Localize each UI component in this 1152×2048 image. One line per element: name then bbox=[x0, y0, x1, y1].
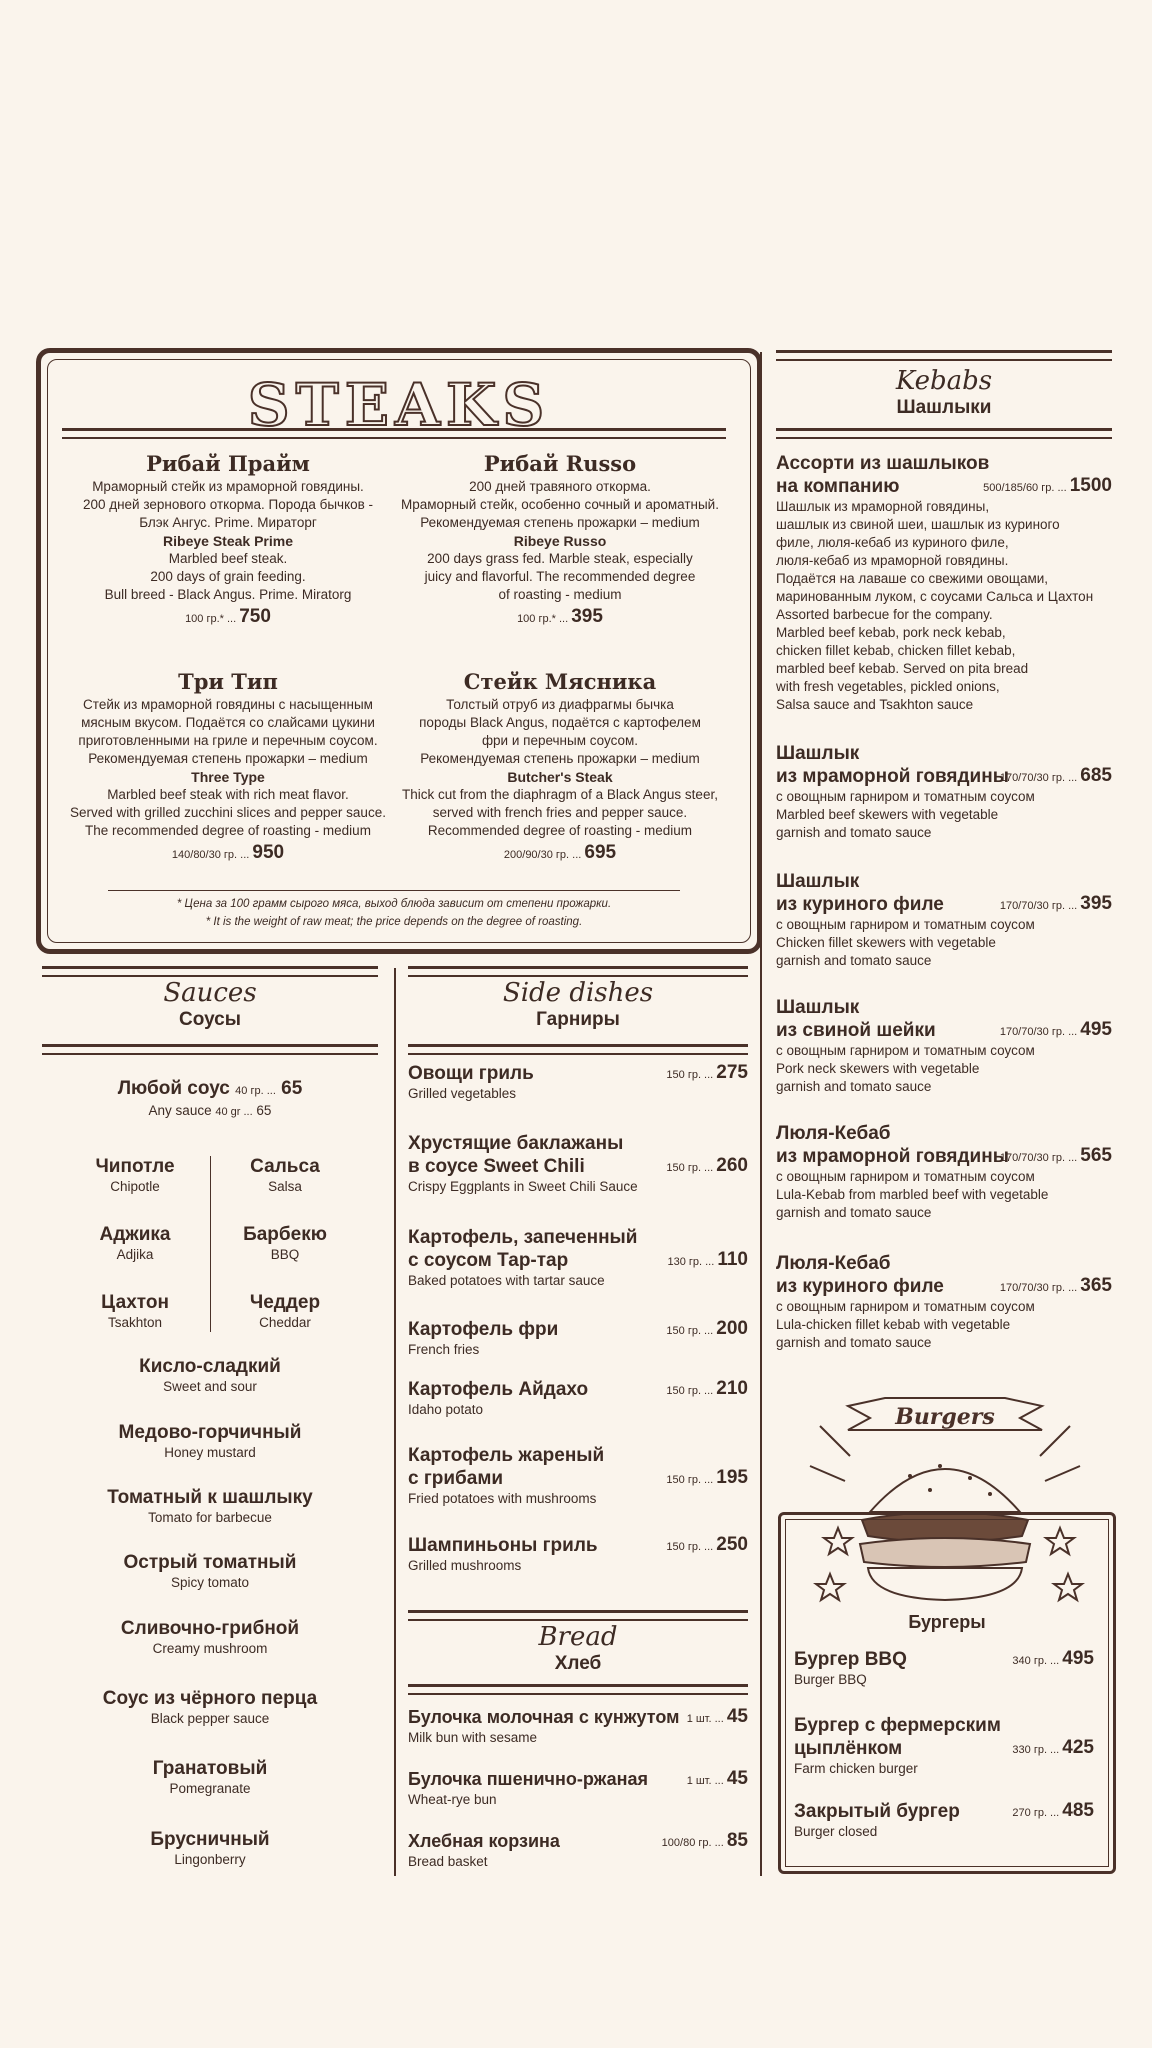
any-sauce-en: Any sauce bbox=[148, 1103, 212, 1118]
item-price: 685 bbox=[1080, 765, 1112, 786]
item-price: 195 bbox=[716, 1467, 748, 1488]
item-price-line bbox=[1000, 895, 1112, 915]
steak-name: Рибай Russo bbox=[483, 451, 637, 476]
item-weight: 170/70/30 гр. ... bbox=[999, 1152, 1078, 1164]
item-weight: 170/70/30 гр. ... bbox=[999, 1282, 1078, 1294]
bread-bottom-rule bbox=[408, 1684, 748, 1695]
item-weight: 150 гр. ... bbox=[666, 1541, 714, 1553]
steak-desc-ru: Рекомендуемая степень прожарки – medium bbox=[420, 515, 700, 530]
steak-desc-en: juicy and flavorful. The recommended degree bbox=[424, 569, 696, 584]
steak-price: 950 bbox=[252, 842, 285, 863]
item-price-line bbox=[666, 1157, 748, 1177]
burgers-banner: Burgers bbox=[895, 1404, 995, 1430]
steak-desc-en: served with french fries and pepper sauce. bbox=[432, 805, 688, 820]
item-name: Люля-Кебаб bbox=[776, 1253, 891, 1274]
sauce-item bbox=[42, 1487, 378, 1526]
steak-price-line bbox=[62, 844, 394, 864]
kebabs-bottom-rule bbox=[776, 428, 1112, 439]
item-name: на компанию bbox=[776, 476, 900, 497]
item-price-line bbox=[1000, 1147, 1112, 1167]
sauce-name: Сливочно-грибной bbox=[120, 1618, 300, 1639]
steak-desc-en: The recommended degree of roasting - medium bbox=[85, 823, 371, 838]
item-weight: 150 гр. ... bbox=[666, 1474, 714, 1486]
item-price-line bbox=[666, 1320, 748, 1340]
bread-header bbox=[408, 1622, 748, 1676]
steak-desc-en: of roasting - medium bbox=[498, 587, 622, 602]
item-desc: люля-кебаб из мраморной говядины. bbox=[776, 553, 1009, 568]
item-name: Картофель, запеченный bbox=[408, 1227, 638, 1248]
item-price: 485 bbox=[1062, 1800, 1094, 1821]
steak-item bbox=[394, 450, 726, 628]
kebab-item bbox=[776, 742, 1112, 842]
sauce-item bbox=[70, 1224, 200, 1263]
sauce-name: Соус из чёрного перца bbox=[102, 1688, 318, 1709]
sauce-name: Чеддер bbox=[249, 1292, 321, 1313]
item-price-line bbox=[687, 1770, 748, 1790]
steak-weight: 100 гр.* ... bbox=[185, 613, 237, 625]
sauces-header bbox=[42, 978, 378, 1032]
item-price: 260 bbox=[716, 1155, 748, 1176]
item-desc: Lula-Kebab from marbled beef with vegetable bbox=[776, 1187, 1049, 1202]
sauce-item bbox=[220, 1156, 350, 1195]
steak-desc-ru: приготовленными на гриле и перечным соусом. bbox=[78, 733, 378, 748]
steaks-note-en: * It is the weight of raw meat; the price depends on the degree of roasting. bbox=[205, 916, 583, 928]
sauce-name: Гранатовый bbox=[152, 1758, 268, 1779]
item-weight: 170/70/30 гр. ... bbox=[999, 772, 1078, 784]
steak-name: Рибай Прайм bbox=[146, 451, 310, 476]
sauce-name-en: Pomegranate bbox=[169, 1781, 251, 1796]
burgers-title: Бургеры bbox=[908, 1612, 986, 1632]
sides-header bbox=[408, 978, 748, 1032]
item-name: Закрытый бургер bbox=[794, 1801, 960, 1822]
item-desc: Assorted barbecue for the company. bbox=[776, 607, 993, 622]
sauce-name: Кисло-сладкий bbox=[139, 1356, 281, 1377]
item-desc: garnish and tomato sauce bbox=[776, 1205, 932, 1220]
item-desc: Подаётся на лаваше со свежими овощами, bbox=[776, 571, 1049, 586]
steaks-note-divider bbox=[108, 890, 680, 891]
steak-price-line bbox=[62, 608, 394, 628]
item-price-line bbox=[666, 1469, 748, 1489]
burgers-header bbox=[778, 1610, 1116, 1634]
steak-desc-en: Marbled beef steak with rich meat flavor. bbox=[107, 787, 349, 802]
steak-desc-en: 200 days grass fed. Marble steak, especially bbox=[427, 551, 693, 566]
item-name: из мраморной говядины bbox=[776, 766, 1009, 787]
item-price-line bbox=[1000, 767, 1112, 787]
steak-item bbox=[394, 668, 726, 864]
sauce-name-en: Creamy mushroom bbox=[152, 1641, 268, 1656]
sides-bottom-rule bbox=[408, 1044, 748, 1055]
item-name: Бургер BBQ bbox=[794, 1649, 907, 1670]
item-weight: 170/70/30 гр. ... bbox=[999, 1026, 1078, 1038]
item-desc: Chicken fillet skewers with vegetable bbox=[776, 935, 996, 950]
kebab-item bbox=[776, 452, 1112, 714]
burger-item bbox=[794, 1714, 1094, 1778]
burger-item bbox=[794, 1800, 1094, 1841]
kebab-item bbox=[776, 870, 1112, 970]
steak-desc-en: Thick cut from the diaphragm of a Black Angus steer, bbox=[402, 787, 718, 802]
item-desc: с овощным гарниром и томатным соусом bbox=[776, 1169, 1035, 1184]
steak-desc-en: Marbled beef steak. bbox=[168, 551, 288, 566]
item-price: 110 bbox=[717, 1249, 748, 1270]
item-price-line bbox=[1000, 1277, 1112, 1297]
steak-weight: 100 гр.* ... bbox=[517, 613, 569, 625]
sauces-bottom-rule bbox=[42, 1044, 378, 1055]
item-name: Картофель жареный bbox=[408, 1445, 605, 1466]
item-name: цыплёнком bbox=[794, 1738, 903, 1759]
item-desc: garnish and tomato sauce bbox=[776, 953, 932, 968]
item-price: 395 bbox=[1080, 893, 1112, 914]
item-price: 85 bbox=[726, 1830, 748, 1851]
steak-desc-ru: фри и перечным соусом. bbox=[481, 733, 639, 748]
item-weight: 170/70/30 гр. ... bbox=[999, 900, 1078, 912]
sauce-name: Брусничный bbox=[150, 1829, 270, 1850]
any-sauce-price-en: 65 bbox=[256, 1103, 272, 1118]
steak-price: 750 bbox=[239, 606, 271, 627]
item-weight: 150 гр. ... bbox=[666, 1385, 714, 1397]
item-name: в соусе Sweet Chili bbox=[408, 1156, 585, 1177]
item-price-line bbox=[1012, 1802, 1094, 1822]
item-price-line bbox=[687, 1708, 748, 1728]
item-desc: garnish and tomato sauce bbox=[776, 825, 932, 840]
sauce-item bbox=[42, 1829, 378, 1868]
item-desc: Marbled beef skewers with vegetable bbox=[776, 807, 999, 822]
item-name: Шашлык bbox=[776, 743, 860, 764]
item-price: 275 bbox=[716, 1062, 748, 1083]
kebab-item bbox=[776, 996, 1112, 1096]
steak-item bbox=[62, 668, 394, 864]
sauce-name-en: Salsa bbox=[268, 1179, 302, 1194]
item-weight: 1 шт. ... bbox=[686, 1713, 724, 1725]
any-sauce bbox=[42, 1078, 378, 1121]
sauce-item bbox=[42, 1552, 378, 1591]
item-price: 45 bbox=[726, 1706, 748, 1727]
item-name: с грибами bbox=[408, 1468, 504, 1489]
sauce-item bbox=[220, 1224, 350, 1263]
item-name: Шашлык bbox=[776, 997, 860, 1018]
steak-name: Три Тип bbox=[178, 669, 278, 694]
steak-desc-ru: 200 дней зернового откорма. Порода бычков - bbox=[82, 497, 374, 512]
steak-name-en: Butcher's Steak bbox=[507, 769, 613, 785]
steak-desc-ru: Мраморный стейк из мраморной говядины. bbox=[92, 479, 364, 494]
menu-item bbox=[408, 1706, 748, 1747]
steak-desc-en: Served with grilled zucchini slices and pepper sauce. bbox=[70, 805, 386, 820]
steak-name: Стейк Мясника bbox=[463, 669, 657, 694]
sauces-top-rule bbox=[42, 966, 378, 977]
sauce-name-en: Honey mustard bbox=[164, 1445, 256, 1460]
item-desc: Wheat-rye bun bbox=[408, 1792, 497, 1807]
item-desc: Idaho potato bbox=[408, 1402, 484, 1417]
steak-weight: 200/90/30 гр. ... bbox=[503, 849, 582, 861]
sides-script-title: Side dishes bbox=[502, 978, 654, 1008]
steaks-divider bbox=[62, 428, 726, 439]
item-price-line bbox=[983, 477, 1112, 497]
sauce-name-en: Cheddar bbox=[259, 1315, 311, 1330]
steak-weight: 140/80/30 гр. ... bbox=[171, 849, 250, 861]
item-name: Картофель Айдахо bbox=[408, 1379, 589, 1400]
item-weight: 330 гр. ... bbox=[1012, 1744, 1060, 1756]
steak-desc-ru: Мраморный стейк, особенно сочный и ароматный. bbox=[401, 497, 719, 512]
item-desc: Burger BBQ bbox=[794, 1672, 867, 1687]
item-desc: Crispy Eggplants in Sweet Chili Sauce bbox=[408, 1179, 638, 1194]
menu-item bbox=[408, 1768, 748, 1809]
item-name: Картофель фри bbox=[408, 1319, 559, 1340]
sauce-name: Чипотле bbox=[95, 1156, 175, 1177]
item-desc: Salsa sauce and Tsakhton sauce bbox=[776, 697, 974, 712]
sauce-name-en: BBQ bbox=[270, 1247, 300, 1262]
item-name: Булочка пшенично-ржаная bbox=[408, 1769, 648, 1789]
sauce-name: Томатный к шашлыку bbox=[107, 1487, 313, 1508]
sauce-name: Сальса bbox=[250, 1156, 320, 1177]
item-name: Хрустящие баклажаны bbox=[408, 1133, 624, 1154]
item-desc: филе, люля-кебаб из куриного филе, bbox=[776, 535, 1009, 550]
item-desc: шашлык из свиной шеи, шашлык из куриного bbox=[776, 517, 1060, 532]
any-sauce-weight: 40 гр. ... bbox=[235, 1085, 276, 1097]
item-weight: 270 гр. ... bbox=[1012, 1807, 1060, 1819]
any-sauce-price: 65 bbox=[281, 1078, 303, 1099]
item-name: с соусом Тар-тар bbox=[408, 1250, 569, 1271]
sauce-item bbox=[42, 1422, 378, 1461]
item-desc: with fresh vegetables, pickled onions, bbox=[776, 679, 1000, 694]
item-name: из куриного филе bbox=[776, 894, 944, 915]
item-desc: Fried potatoes with mushrooms bbox=[408, 1491, 597, 1506]
item-price: 210 bbox=[716, 1378, 748, 1399]
item-desc: Pork neck skewers with vegetable bbox=[776, 1061, 980, 1076]
item-desc: с овощным гарниром и томатным соусом bbox=[776, 917, 1035, 932]
sauce-name-en: Adjika bbox=[116, 1247, 154, 1262]
steak-price: 695 bbox=[584, 842, 617, 863]
item-price: 250 bbox=[716, 1534, 748, 1555]
item-price-line bbox=[1000, 1021, 1112, 1041]
item-desc: Grilled vegetables bbox=[408, 1086, 517, 1101]
item-name: Булочка молочная с кунжутом bbox=[408, 1707, 680, 1727]
sauce-name: Острый томатный bbox=[123, 1552, 297, 1573]
steak-desc-en: 200 days of grain feeding. bbox=[150, 569, 306, 584]
steak-name-en: Ribeye Steak Prime bbox=[163, 533, 293, 549]
sauce-item bbox=[42, 1688, 378, 1727]
sauce-name: Медово-горчичный bbox=[118, 1422, 302, 1443]
sauce-name-en: Chipotle bbox=[110, 1179, 160, 1194]
kebabs-top-rule bbox=[776, 350, 1112, 361]
menu-item bbox=[408, 1444, 748, 1508]
column-divider-left bbox=[394, 968, 396, 1876]
steak-desc-en: Recommended degree of roasting - medium bbox=[427, 823, 693, 838]
steak-desc-en: Bull breed - Black Angus. Prime. Miratorg bbox=[104, 587, 352, 602]
item-weight: 1 шт. ... bbox=[686, 1775, 724, 1787]
menu-item bbox=[408, 1226, 748, 1290]
item-price: 45 bbox=[726, 1768, 748, 1789]
column-divider-right bbox=[760, 352, 762, 1876]
sauce-name-en: Tomato for barbecue bbox=[148, 1510, 272, 1525]
sauce-pairs-divider bbox=[210, 1156, 211, 1332]
item-desc: с овощным гарниром и томатным соусом bbox=[776, 789, 1035, 804]
item-name: Хлебная корзина bbox=[408, 1831, 560, 1851]
steak-desc-ru: Рекомендуемая степень прожарки – medium bbox=[88, 751, 368, 766]
sauce-item bbox=[220, 1292, 350, 1331]
item-desc: маринованным луком, с соусами Сальса и Цахтон bbox=[776, 589, 1094, 604]
item-desc: Grilled mushrooms bbox=[408, 1558, 522, 1573]
item-weight: 150 гр. ... bbox=[666, 1069, 714, 1081]
sauce-name-en: Tsakhton bbox=[107, 1315, 163, 1330]
sauce-item bbox=[70, 1292, 200, 1331]
item-desc: garnish and tomato sauce bbox=[776, 1079, 932, 1094]
menu-item bbox=[408, 1830, 748, 1871]
item-price: 365 bbox=[1080, 1275, 1112, 1296]
item-desc: Baked potatoes with tartar sauce bbox=[408, 1273, 605, 1288]
steak-desc-ru: породы Black Angus, подаётся с картофелем bbox=[419, 715, 701, 730]
item-desc: French fries bbox=[408, 1342, 480, 1357]
item-name: Люля-Кебаб bbox=[776, 1123, 891, 1144]
bread-script-title: Bread bbox=[538, 1622, 618, 1652]
item-price: 1500 bbox=[1069, 475, 1112, 496]
item-name: Бургер с фермерским bbox=[794, 1715, 1001, 1736]
menu-item bbox=[408, 1062, 748, 1103]
kebabs-title: Шашлыки bbox=[896, 397, 992, 418]
kebab-item bbox=[776, 1252, 1112, 1352]
sauces-title: Соусы bbox=[179, 1009, 241, 1030]
item-desc: Marbled beef kebab, pork neck kebab, bbox=[776, 625, 1006, 640]
bread-top-rule bbox=[408, 1610, 748, 1621]
item-weight: 130 гр. ... bbox=[667, 1256, 715, 1268]
steak-item bbox=[62, 450, 394, 628]
item-price: 495 bbox=[1062, 1648, 1094, 1669]
item-desc: Шашлык из мраморной говядины, bbox=[776, 499, 990, 514]
item-weight: 500/185/60 гр. ... bbox=[983, 482, 1067, 494]
item-desc: Farm chicken burger bbox=[794, 1761, 918, 1776]
sauce-item bbox=[42, 1618, 378, 1657]
item-desc: с овощным гарниром и томатным соусом bbox=[776, 1299, 1035, 1314]
sauces-script-title: Sauces bbox=[163, 978, 257, 1008]
item-price: 425 bbox=[1062, 1737, 1094, 1758]
item-weight: 100/80 гр. ... bbox=[661, 1837, 724, 1849]
menu-item bbox=[408, 1534, 748, 1575]
burger-item bbox=[794, 1648, 1094, 1689]
steak-desc-ru: Блэк Ангус. Prime. Мираторг bbox=[139, 515, 317, 530]
steak-name-en: Ribeye Russo bbox=[513, 533, 607, 549]
steaks-note-ru: * Цена за 100 грамм сырого мяса, выход блюда зависит от степени прожарки. bbox=[176, 898, 612, 910]
sauce-item bbox=[70, 1156, 200, 1195]
item-desc: Burger closed bbox=[794, 1824, 878, 1839]
item-desc: с овощным гарниром и томатным соусом bbox=[776, 1043, 1035, 1058]
item-price-line bbox=[662, 1832, 748, 1852]
sauce-name-en: Lingonberry bbox=[174, 1852, 246, 1867]
item-weight: 340 гр. ... bbox=[1012, 1655, 1060, 1667]
sauce-name: Цахтон bbox=[101, 1292, 169, 1313]
item-desc: Bread basket bbox=[408, 1854, 488, 1869]
steak-desc-ru: Рекомендуемая степень прожарки – medium bbox=[420, 751, 700, 766]
item-price: 495 bbox=[1080, 1019, 1112, 1040]
item-price-line bbox=[667, 1251, 748, 1271]
item-price: 565 bbox=[1080, 1145, 1112, 1166]
steaks-title: STEAKS bbox=[247, 371, 551, 439]
item-desc: Milk bun with sesame bbox=[408, 1730, 538, 1745]
sides-top-rule bbox=[408, 966, 748, 977]
menu-item bbox=[408, 1318, 748, 1359]
item-desc: marbled beef kebab. Served on pita bread bbox=[776, 661, 1029, 676]
steak-desc-ru: Толстый отруб из диафрагмы бычка bbox=[446, 697, 674, 712]
item-name: Ассорти из шашлыков bbox=[776, 453, 990, 474]
sauce-item bbox=[42, 1758, 378, 1797]
item-price-line bbox=[666, 1064, 748, 1084]
item-desc: chicken fillet kebab, chicken fillet kebab, bbox=[776, 643, 1016, 658]
sauce-item bbox=[42, 1356, 378, 1395]
item-price-line bbox=[666, 1380, 748, 1400]
sauce-name: Барбекю bbox=[243, 1224, 327, 1245]
item-name: Овощи гриль bbox=[408, 1063, 534, 1084]
item-weight: 150 гр. ... bbox=[666, 1162, 714, 1174]
item-name: из мраморной говядины bbox=[776, 1146, 1009, 1167]
any-sauce-name: Любой соус bbox=[117, 1078, 230, 1099]
steak-desc-ru: 200 дней травяного откорма. bbox=[469, 479, 651, 494]
steak-price-line bbox=[394, 844, 726, 864]
steak-price-line bbox=[394, 608, 726, 628]
kebab-item bbox=[776, 1122, 1112, 1222]
item-price: 200 bbox=[716, 1318, 748, 1339]
item-price-line bbox=[666, 1536, 748, 1556]
bread-title: Хлеб bbox=[554, 1653, 602, 1674]
item-desc: Lula-chicken fillet kebab with vegetable bbox=[776, 1317, 1011, 1332]
any-sauce-weight-en: 40 gr ... bbox=[215, 1106, 253, 1118]
item-name: Шашлык bbox=[776, 871, 860, 892]
steak-name-en: Three Type bbox=[191, 769, 265, 785]
kebabs-header bbox=[776, 366, 1112, 420]
item-price-line bbox=[1012, 1650, 1094, 1670]
item-name: из свиной шейки bbox=[776, 1020, 936, 1041]
item-desc: garnish and tomato sauce bbox=[776, 1335, 932, 1350]
menu-item bbox=[408, 1378, 748, 1419]
item-name: из куриного филе bbox=[776, 1276, 944, 1297]
sauce-name-en: Black pepper sauce bbox=[150, 1711, 270, 1726]
menu-item bbox=[408, 1132, 748, 1196]
item-price-line bbox=[1012, 1739, 1094, 1759]
sauce-name-en: Sweet and sour bbox=[163, 1379, 257, 1394]
sauce-name: Аджика bbox=[99, 1224, 171, 1245]
steak-desc-ru: Стейк из мраморной говядины с насыщенным bbox=[83, 697, 373, 712]
item-name: Шампиньоны гриль bbox=[408, 1535, 598, 1556]
kebabs-script-title: Kebabs bbox=[895, 366, 993, 396]
steak-desc-ru: мясным вкусом. Подаётся со слайсами цукини bbox=[81, 715, 375, 730]
item-weight: 150 гр. ... bbox=[666, 1325, 714, 1337]
steak-price: 395 bbox=[571, 606, 603, 627]
sauce-name-en: Spicy tomato bbox=[170, 1575, 250, 1590]
sides-title: Гарниры bbox=[536, 1009, 620, 1030]
